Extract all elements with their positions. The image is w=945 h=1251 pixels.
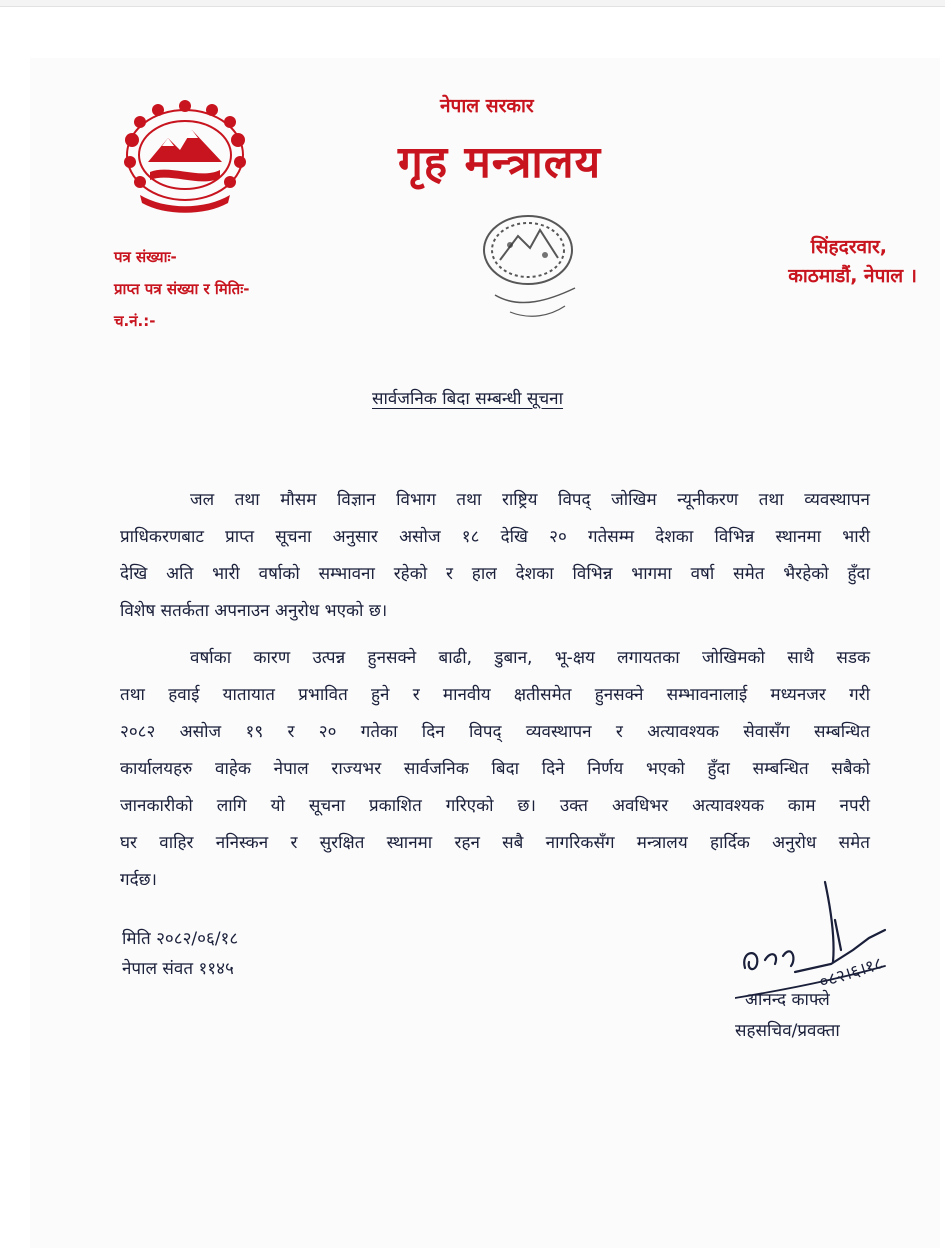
- paragraph-line: विशेष सतर्कता अपनाउन अनुरोध भएको छ।: [120, 601, 388, 621]
- paragraph-line: घर वाहिर ननिस्कन र सुरक्षित स्थानमा रहन सबै नागरिकसँग मन्त्रालय हार्दिक अनुरोध समेत: [120, 833, 870, 853]
- paragraph-line: गर्दछ।: [120, 870, 157, 890]
- ministry-name: गृह मन्त्रालय: [398, 137, 602, 188]
- notice-paragraph-1: [120, 482, 870, 630]
- signature-date: ०८२।६।१८: [816, 953, 886, 993]
- paragraph-line: जानकारीको लागि यो सूचना प्रकाशित गरिएको छ। उक्त अवधिभर अत्यावश्यक काम नपरी: [120, 796, 870, 816]
- paragraph-line: वर्षाका कारण उत्पन्न हुनसक्ने बाढी, डुबान, भू-क्षय लगायतका जोखिमको साथै सडक: [190, 648, 870, 668]
- official-stamp-icon: [470, 200, 590, 330]
- paragraph-line: देखि अति भारी वर्षाको सम्भावना रहेको र हाल देशका विभिन्न भागमा वर्षा समेत भैरहेको हुँदा: [120, 564, 870, 584]
- nepal-emblem-icon: [110, 100, 260, 220]
- received-reference-label: प्राप्त पत्र संख्या र मितिः-: [114, 280, 250, 298]
- signatory-name: आनन्द काफ्ले: [745, 990, 830, 1010]
- notice-title: सार्वजनिक बिदा सम्बन्धी सूचना: [372, 389, 564, 409]
- nepal-sambat-date: नेपाल संवत ११४५: [122, 959, 234, 979]
- paragraph-line: प्राधिकरणबाट प्राप्त सूचना अनुसार असोज १८ देखि २० गतेसम्म देशका विभिन्न स्थानमा भारी: [120, 527, 870, 547]
- letter-number-label: पत्र संख्याः-: [114, 248, 177, 266]
- dispatch-number-label: च.नं.:-: [114, 312, 156, 330]
- notice-paragraph-2: [120, 640, 870, 899]
- address-line-1: सिंहदरवार,: [810, 236, 887, 258]
- issue-date: मिति २०८२/०६/१८: [122, 929, 239, 949]
- paragraph-line: २०८२ असोज १९ र २० गतेका दिन विपद् व्यवस्थापन र अत्यावश्यक सेवासँग सम्बन्धित: [120, 722, 870, 742]
- paragraph-line: जल तथा मौसम विज्ञान विभाग तथा राष्ट्रिय विपद् जोखिम न्यूनीकरण तथा व्यवस्थापन: [190, 490, 870, 510]
- top-border: [0, 0, 945, 7]
- address-line-2: काठमाडौं, नेपाल ।: [788, 265, 917, 287]
- government-name: नेपाल सरकार: [440, 95, 534, 117]
- paragraph-line: तथा हवाई यातायात प्रभावित हुने र मानवीय क्षतीसमेत हुनसक्ने सम्भावनालाई मध्यनजर गरी: [120, 685, 870, 705]
- signatory-title: सहसचिव/प्रवक्ता: [735, 1021, 840, 1041]
- paragraph-line: कार्यालयहरु वाहेक नेपाल राज्यभर सार्वजनिक बिदा दिने निर्णय भएको हुँदा सम्बन्धित सबैको: [120, 759, 870, 779]
